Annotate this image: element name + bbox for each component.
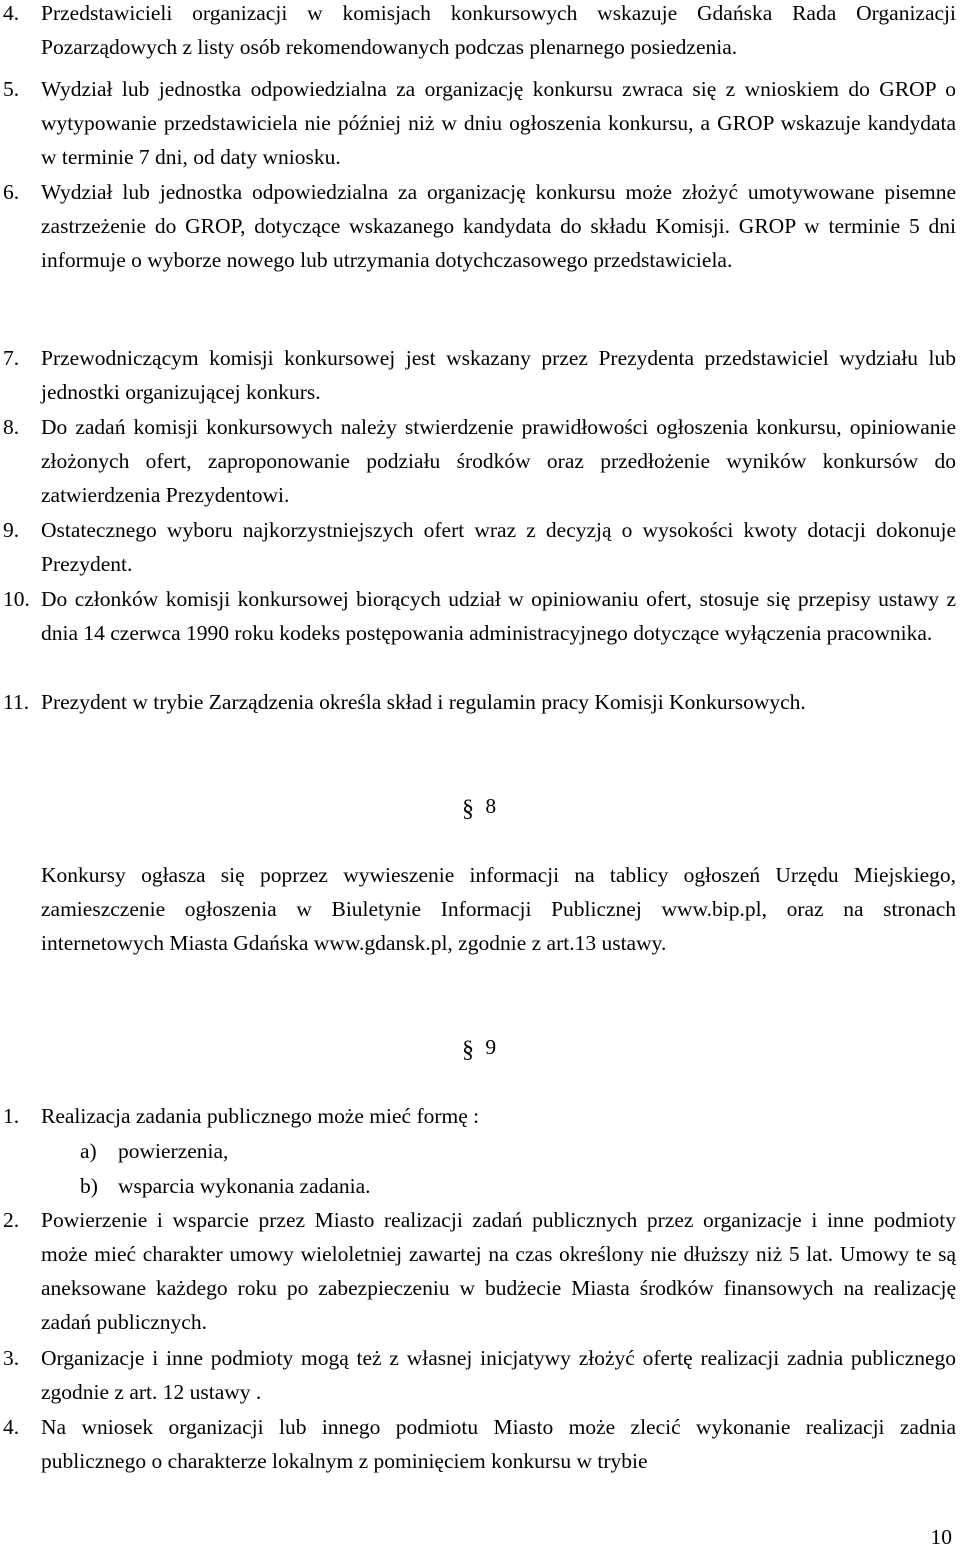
item-number: 6.: [3, 180, 20, 204]
item-number: 10.: [3, 587, 30, 611]
item-text: Przedstawicieli organizacji w komisjach konkursowych wskazuje Gdańska Rada Organizacji Pozarządowych z listy osób rekomendowanych podczas plenarnego posiedzenia.: [41, 1, 956, 59]
section-9-item-3: [3, 1341, 956, 1409]
item-number: 9.: [3, 518, 20, 542]
list-item-8: [3, 410, 956, 512]
sub-item-b: [80, 1169, 680, 1203]
page-number: 10: [930, 1525, 952, 1549]
list-item-5: [3, 72, 956, 174]
section-8-paragraph: Konkursy ogłasza się poprzez wywieszenie informacji na tablicy ogłoszeń Urzędu Miejskiego, zamieszczenie ogłoszenia w Biuletynie Informacji Publicznej www.bip.pl, oraz na stronach internetowych Miasta Gdańska www.gdansk.pl, zgodnie z art.13 ustawy.: [41, 863, 956, 955]
section-number: 8: [485, 794, 497, 818]
section-heading-8: [462, 789, 542, 823]
item-number: 4.: [3, 1415, 20, 1439]
section-9-item-1: [3, 1099, 956, 1133]
item-text: Organizacje i inne podmioty mogą też z własnej inicjatywy złożyć ofertę realizacji zadnia publicznego zgodnie z art. 12 ustawy .: [41, 1346, 956, 1404]
item-number: 3.: [3, 1346, 20, 1370]
item-number: 7.: [3, 346, 20, 370]
item-text: Wydział lub jednostka odpowiedzialna za organizację konkursu może złożyć umotywowane pisemne zastrzeżenie do GROP, dotyczące wskazanego kandydata do składu Komisji. GROP w terminie 5 dni informuje o wyborze nowego lub utrzymania dotychczasowego przedstawiciela.: [41, 180, 956, 272]
item-number: 5.: [3, 77, 20, 101]
item-text: Prezydent w trybie Zarządzenia określa skład i regulamin pracy Komisji Konkursowych.: [41, 690, 806, 714]
section-symbol: §: [462, 796, 474, 822]
item-text: Do zadań komisji konkursowych należy stwierdzenie prawidłowości ogłoszenia konkursu, opiniowanie złożonych ofert, zaproponowanie podziału środków oraz przedłożenie wyników konkursów do zatwierdzenia Prezydentowi.: [41, 415, 956, 507]
list-item-7: [3, 341, 956, 409]
item-text: Powierzenie i wsparcie przez Miasto realizacji zadań publicznych przez organizacje i inne podmioty może mieć charakter umowy wieloletniej zawartej na czas określony nie dłuższy niż 5 lat. Umowy te są aneksowane każdego roku po zabezpieczeniu w budżecie Miasta środków finansowych na realizację zadań publicznych.: [41, 1208, 956, 1334]
item-text: Przewodniczącym komisji konkursowej jest wskazany przez Prezydenta przedstawiciel wydziału lub jednostki organizującej konkurs.: [41, 346, 956, 404]
item-text: Ostatecznego wyboru najkorzystniejszych ofert wraz z decyzją o wysokości kwoty dotacji dokonuje Prezydent.: [41, 518, 956, 576]
item-number: 8.: [3, 415, 20, 439]
section-heading-9: [462, 1030, 542, 1064]
sub-item-letter: a): [80, 1139, 97, 1163]
item-text: Do członków komisji konkursowej biorących udział w opiniowaniu ofert, stosuje się przepisy ustawy z dnia 14 czerwca 1990 roku kodeks postępowania administracyjnego dotyczące wyłączenia pracownika.: [41, 587, 956, 645]
sub-item-a: [80, 1134, 680, 1168]
sub-item-letter: b): [80, 1174, 98, 1198]
list-item-10: [3, 582, 956, 650]
sub-item-text: wsparcia wykonania zadania.: [118, 1174, 371, 1198]
list-item-11: [3, 685, 956, 719]
item-number: 4.: [3, 1, 20, 25]
item-text: Na wniosek organizacji lub innego podmiotu Miasto może zlecić wykonanie realizacji zadnia publicznego o charakterze lokalnym z pominięciem konkursu w trybie: [41, 1415, 956, 1473]
section-9-item-4: [3, 1410, 956, 1478]
section-symbol: §: [462, 1037, 474, 1063]
item-number: 11.: [3, 690, 30, 714]
item-number: 2.: [3, 1208, 20, 1232]
item-text: Wydział lub jednostka odpowiedzialna za organizację konkursu zwraca się z wnioskiem do GROP o wytypowanie przedstawiciela nie później niż w dniu ogłoszenia konkursu, a GROP wskazuje kandydata w terminie 7 dni, od daty wniosku.: [41, 77, 956, 169]
list-item-9: [3, 513, 956, 581]
item-number: 1.: [3, 1104, 20, 1128]
list-item-6: [3, 175, 956, 277]
section-number: 9: [485, 1035, 497, 1059]
list-item-4: [3, 0, 956, 64]
section-9-item-2: [3, 1203, 956, 1339]
sub-item-text: powierzenia,: [118, 1139, 229, 1163]
item-text: Realizacja zadania publicznego może mieć formę :: [41, 1104, 480, 1128]
